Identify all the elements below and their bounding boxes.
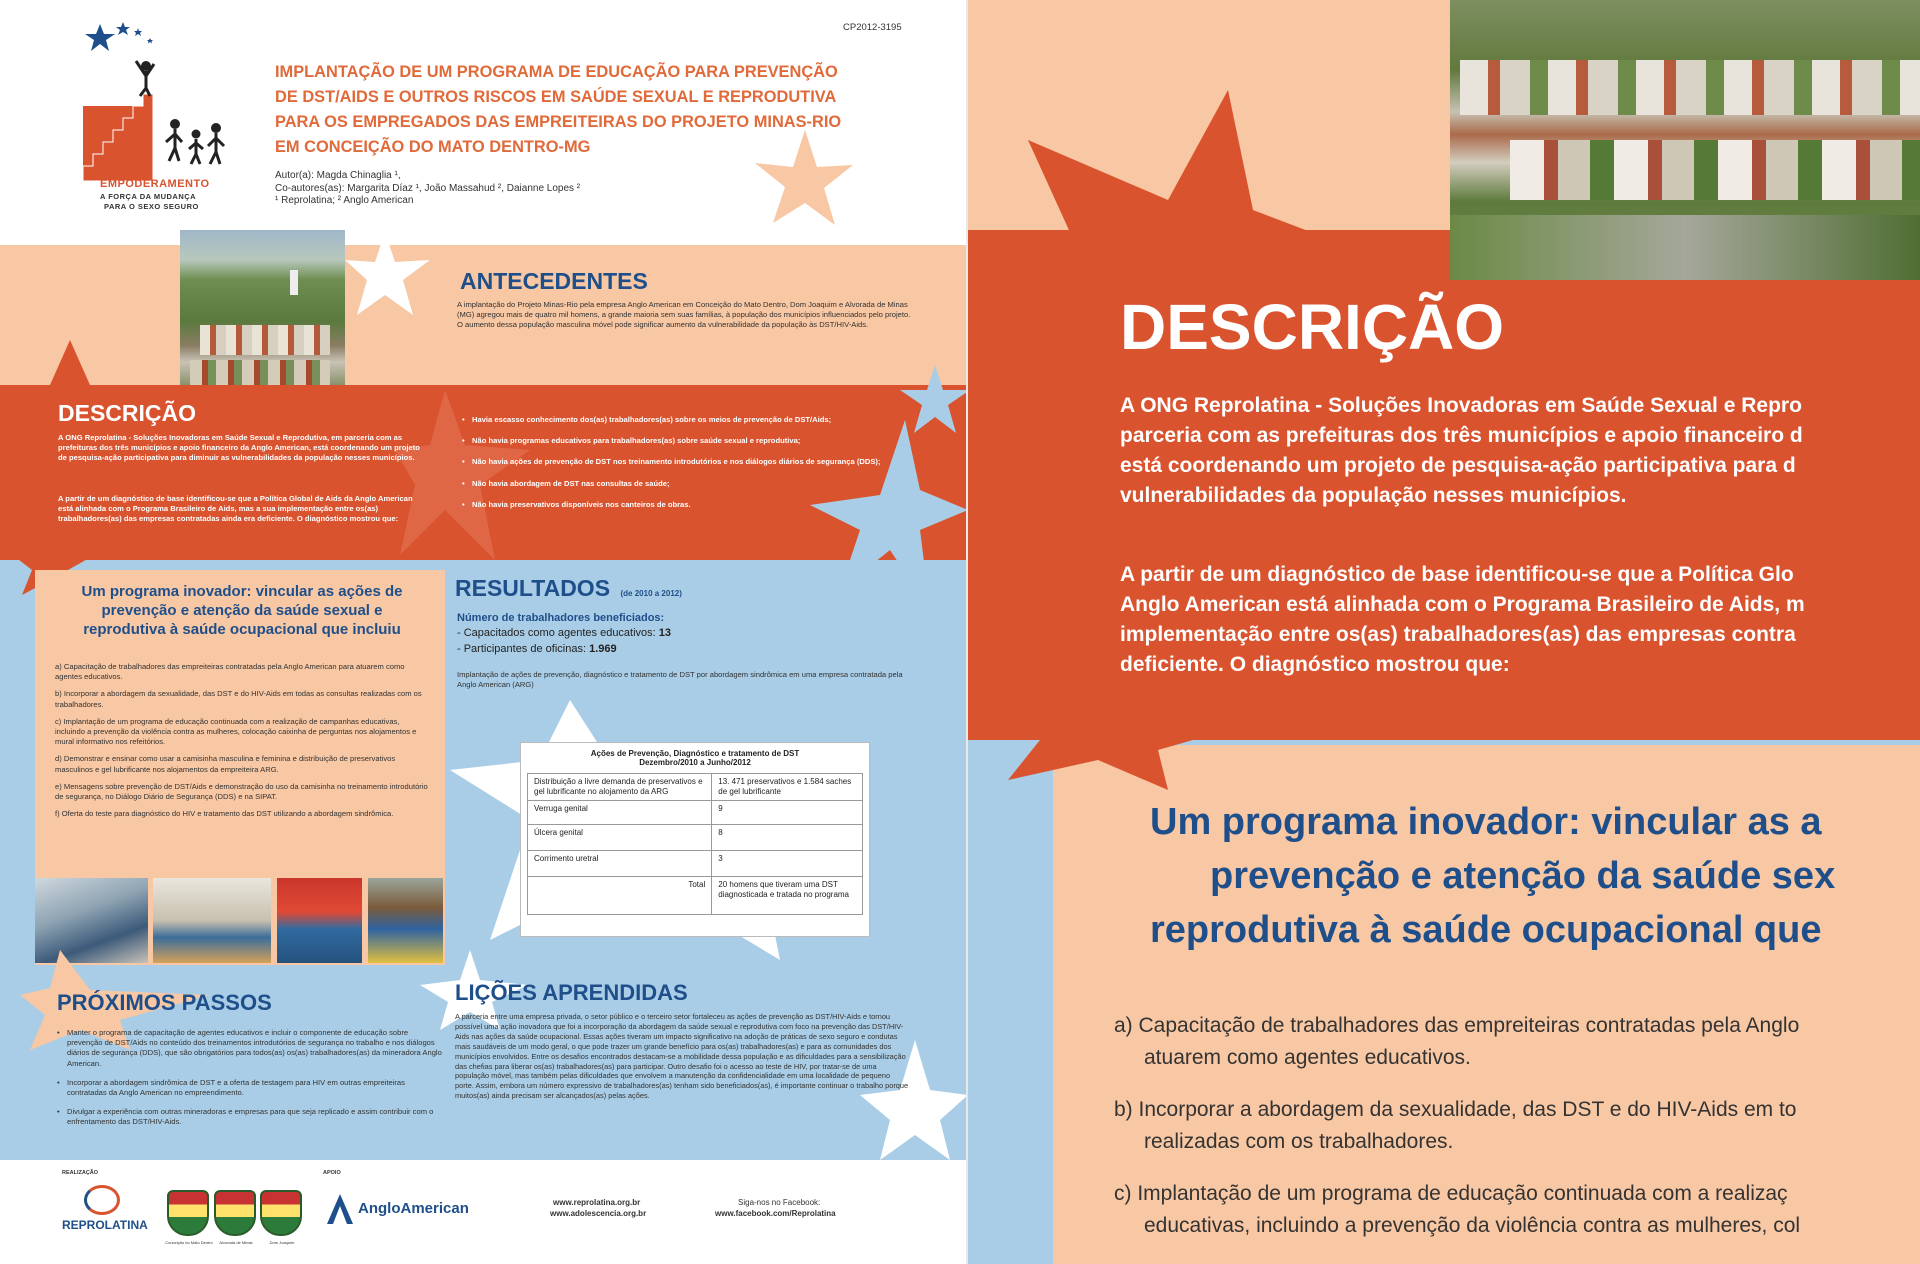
programa-heading — [42, 582, 442, 639]
table-cell: Distribuição a livre demanda de preservativos e gel lubrificante no alojamento da ARG — [528, 774, 712, 801]
municipal-seal-icon — [214, 1190, 256, 1236]
resultados-heading: RESULTADOS — [455, 575, 611, 601]
programa-items — [55, 662, 430, 819]
list-item: • Havia escasso conhecimento dos(as) trabalhadores(as) sobre os meios de prevenção de DST/Aids; — [462, 415, 912, 425]
item-line: realizadas com os trabalhadores. — [1144, 1130, 1454, 1153]
list-item — [1114, 1178, 1800, 1242]
licoes-heading: LIÇÕES APRENDIDAS — [455, 980, 688, 1005]
table-cell: 9 — [712, 801, 863, 825]
table-row — [528, 877, 863, 915]
workshop-photo — [277, 878, 362, 963]
text-line: vulnerabilidades da população nesses municípios. — [1120, 484, 1627, 507]
results-table-card — [520, 742, 870, 937]
seal-caption: Conceição do Mato Dentro — [165, 1240, 213, 1245]
title-line: PARA OS EMPREGADOS DAS EMPREITEIRAS DO PROJETO MINAS-RIO — [275, 113, 842, 131]
list-item: • Manter o programa de capacitação de agentes educativos e incluir o componente de educação sobre prevenção de DST/Aids no conteúdo dos treinamentos introdutórios de segurança no trabalho e nos diálogos diários de segurança (DDS), que são obrigatórios para todos(as) os(as) trabalhadores(as) da mineradora Anglo American. — [57, 1028, 442, 1069]
title-line: IMPLANTAÇÃO DE UM PROGRAMA DE EDUCAÇÃO PARA PREVENÇÃO — [275, 63, 838, 81]
star-decoration-icon — [810, 420, 968, 610]
heading-line: prevenção e atenção da saúde sex — [1210, 855, 1836, 897]
item-value: 13 — [658, 627, 672, 639]
author-line: ¹ Reprolatina; ² Anglo American — [275, 195, 414, 206]
realizacao-label: REALIZAÇÃO — [62, 1170, 99, 1176]
seal-caption: Dom Joaquim — [269, 1240, 295, 1245]
empoderamento-logo — [78, 16, 243, 216]
item-line: a) Capacitação de trabalhadores das empreiteiras contratadas pela Anglo — [1114, 1014, 1800, 1037]
list-item: c) Implantação de um programa de educação continuada com a realização de campanhas educativas, incluindo a prevenção da violência contra as mulheres, colocação caixinha de perguntas nos alojamentos e mural informativo nos refeitórios. — [55, 716, 417, 747]
text-line: parceria com as prefeituras dos três municípios e apoio financeiro d — [1120, 424, 1803, 447]
facebook-label: Siga-nos no Facebook: — [738, 1198, 821, 1207]
apoio-label: APOIO — [323, 1170, 341, 1176]
poster-code: CP2012-3195 — [843, 22, 902, 33]
table-cell: Total — [528, 877, 712, 915]
facebook-link[interactable]: www.facebook.com/Reprolatina — [715, 1209, 836, 1218]
item-value: 1.969 — [589, 643, 617, 655]
municipal-seal-icon — [167, 1190, 209, 1236]
item-label: - Participantes de oficinas: — [457, 643, 587, 655]
title-line: DE DST/AIDS E OUTROS RISCOS EM SAÚDE SEXUAL E REPRODUTIVA — [275, 88, 837, 106]
table-row — [528, 825, 863, 851]
programa-heading-line: Um programa inovador: vincular as ações de — [81, 583, 403, 600]
star-decoration-icon — [745, 125, 855, 235]
star-decoration-icon — [0, 335, 160, 445]
list-item: • Incorporar a abordagem sindrômica de DST e a oferta de testagem para HIV em outras empreiteiras contratadas da Anglo American no empreendimento. — [57, 1078, 442, 1098]
list-item: • Não havia abordagem de DST nas consultas de saúde; — [462, 479, 912, 489]
url-link[interactable]: www.adolescencia.org.br — [550, 1209, 647, 1218]
author-line: Autor(a): Magda Chinaglia ¹, — [275, 170, 401, 181]
table-cell: 3 — [712, 851, 863, 877]
table-row — [528, 774, 863, 801]
proximos-bullets — [57, 1028, 442, 1137]
text-line: A partir de um diagnóstico de base identificou-se que a Política Glo — [1120, 563, 1794, 586]
author-line: Co-autores(as): Margarita Díaz ¹, João Massahud ², Daianne Lopes ² — [275, 182, 581, 194]
logo-sub1: A FORÇA DA MUDANÇA — [100, 192, 197, 201]
proximos-heading: PRÓXIMOS PASSOS — [57, 990, 272, 1015]
list-item: • Não havia preservativos disponíveis nos canteiros de obras. — [462, 500, 912, 510]
stairs-people-icon — [78, 16, 243, 186]
seal-caption: Alvorada de Minas — [219, 1240, 253, 1245]
table-row — [528, 801, 863, 825]
table-cell: 13. 471 preservativos e 1.584 saches de gel lubrificante — [712, 774, 863, 801]
item-line: b) Incorporar a abordagem da sexualidade, das DST e do HIV-Aids em to — [1114, 1098, 1797, 1121]
text-line: está coordenando um projeto de pesquisa-ação participativa para d — [1120, 454, 1796, 477]
table-row — [528, 851, 863, 877]
antecedentes-heading: ANTECEDENTES — [460, 268, 648, 294]
list-item: d) Demonstrar e ensinar como usar a camisinha masculina e feminina e distribuição de preservativos masculinos e gel lubrificante nos alojamentos da empreiteira ARG. — [55, 754, 396, 774]
list-item: • Não havia ações de prevenção de DST nos treinamento introdutórios e nos diálogos diários de segurança (DDS); — [462, 457, 912, 467]
zoom-panel — [968, 0, 1920, 1264]
town-photo — [180, 230, 345, 395]
logo-sub2: PARA O SEXO SEGURO — [104, 202, 199, 211]
list-item: f) Oferta do teste para diagnóstico do HIV e tratamento das DST utilizando a abordagem sindrômica. — [55, 809, 394, 819]
resultados-period: (de 2010 a 2012) — [620, 589, 682, 598]
table-cell: 20 homens que tiveram uma DST diagnosticada e tratada no programa — [712, 877, 863, 915]
resultados-text: Implantação de ações de prevenção, diagnóstico e tratamento de DST por abordagem sindrômica em uma empresa contratada pela Anglo American (ARG) — [457, 670, 903, 690]
item-line: educativas, incluindo a prevenção da violência contra as mulheres, col — [1144, 1214, 1801, 1237]
list-item: • Divulgar a experiência com outras mineradoras e empresas para que seja replicado e assim contribuir com o enfrentamento das DST/HIV-Aids. — [57, 1107, 442, 1127]
zoom-items — [1114, 1010, 1800, 1242]
results-table — [527, 773, 863, 915]
table-cell: Úlcera genital — [528, 825, 712, 851]
descricao-p1: A ONG Reprolatina - Soluções Inovadoras em Saúde Sexual e Reprodutiva, em parceria com as prefeituras dos três municípios e apoio financeiro da Anglo American, está coordenando um projeto de pesquisa-ação participativa para diminuir as vulnerabilidades da população nesses municípios. — [58, 433, 420, 463]
list-item: a) Capacitação de trabalhadores das empreiteiras contratadas pela Anglo American para atuarem como agentes educativos. — [55, 662, 405, 682]
programa-heading-line: prevenção e atenção da saúde sexual e — [101, 602, 383, 619]
logo-brand: EMPODERAMENTO — [100, 178, 210, 190]
reprolatina-name: REPROLATINA — [62, 1218, 148, 1232]
descricao-p2: A partir de um diagnóstico de base identificou-se que a Política Global de Aids da Anglo American está alinhada com o Programa Brasileiro de Aids, mas a sua implementação entre os(as) trabalhadores(as) das empresas contratadas ainda era deficiente. O diagnóstico mostrou que: — [58, 494, 413, 524]
anglo-american-icon — [325, 1192, 355, 1226]
zoom-heading: DESCRIÇÃO — [1120, 291, 1505, 363]
table-cell: Verruga genital — [528, 801, 712, 825]
resultados-item — [457, 627, 671, 639]
list-item: b) Incorporar a abordagem da sexualidade, das DST e do HIV-Aids em todas as consultas realizadas com os trabalhadores. — [55, 689, 422, 709]
reprolatina-logo — [62, 1185, 154, 1240]
zoom-p2 — [1120, 560, 1805, 680]
star-decoration-icon — [345, 230, 435, 320]
list-item: e) Mensagens sobre prevenção de DST/Aids e demonstração do uso da camisinha no treinamento introdutório de segurança, no Diálogo Diário de Segurança (DDS) e na SIPAT. — [55, 781, 428, 802]
list-item — [1114, 1010, 1800, 1074]
text-line: implementação entre os(as) trabalhadores(as) das empresas contra — [1120, 623, 1796, 646]
text-line: A ONG Reprolatina - Soluções Inovadoras em Saúde Sexual e Repro — [1120, 394, 1802, 417]
table-cell: Corrimento uretral — [528, 851, 712, 877]
list-item: • Não havia programas educativos para trabalhadores(as) sobre saúde sexual e reprodutiva; — [462, 436, 912, 446]
heading-line: Um programa inovador: vincular as a — [1150, 801, 1822, 843]
zoom-programa-heading — [1078, 795, 1920, 957]
text-line: deficiente. O diagnóstico mostrou que: — [1120, 653, 1510, 676]
title-line: EM CONCEIÇÃO DO MATO DENTRO-MG — [275, 138, 591, 156]
item-line: atuarem como agentes educativos. — [1144, 1046, 1471, 1069]
licoes-text: A parceria entre uma empresa privada, o setor público e o terceiro setor fortaleceu as ações de prevenção as DST/HIV-Aids e tornou possível uma ação inovadora que foi a incorporação da abordagem da saúde sexual e reprodutiva com foco na prevenção das DST/HIV-Aids nas ações da saúde ocupacional. Essas ações tiveram um impacto significativo na adoção de práticas de sexo seguro e condutas mais saudáveis de um modo geral, o que pode trazer um grande benefício para os(as) trabalhadores(as) e para as comunidades dos municípios envolvidos. Entre os desafios encontrados destacam-se a mobilidade dessa população e as dificuldades para a sensibilização das chefias para liberar os(as) trabalhadores(as) para participar. Outro desafio foi o acesso ao teste de HIV, por tratar-se de uma população móvel, mas também pelas dificuldades que envolvem a manutenção da confidencialidade em uma localidade de pequeno porte. Assim, embora um número expressivo de trabalhadores(as) tenham sido beneficiados(as), é importante continuar o trabalho porque muitos(as) ainda precisam ser alcançados(as) pelas ações. — [455, 1012, 909, 1101]
municipal-seal-icon — [260, 1190, 302, 1236]
resultados-heading-row — [455, 575, 682, 602]
heading-line: reprodutiva à saúde ocupacional que — [1150, 909, 1822, 951]
list-item — [1114, 1094, 1800, 1158]
resultados-subheading: Número de trabalhadores beneficiados: — [457, 612, 665, 624]
descricao-heading: DESCRIÇÃO — [58, 400, 197, 426]
table-title: Ações de Prevenção, Diagnóstico e tratamento de DST — [590, 749, 800, 758]
table-cell: 8 — [712, 825, 863, 851]
authors — [275, 170, 580, 208]
anglo-name: AngloAmerican — [358, 1200, 469, 1217]
url-link[interactable]: www.reprolatina.org.br — [553, 1198, 641, 1207]
item-label: - Capacitados como agentes educativos: — [457, 627, 656, 639]
zoom-p1 — [1120, 391, 1803, 511]
item-line: c) Implantação de um programa de educação continuada com a realizaç — [1114, 1182, 1788, 1205]
text-line: Anglo American está alinhada com o Programa Brasileiro de Aids, m — [1120, 593, 1805, 616]
antecedentes-text: A implantação do Projeto Minas-Rio pela empresa Anglo American em Conceição do Mato Dentro, Dom Joaquim e Alvorada de Minas (MG) agregou mais de quatro mil homens, a grande maioria sem suas famílias, à população dos municípios influenciados pelo projeto. O aumento dessa população masculina móvel pode significar aumento da vulnerabilidade da população às DST/HIV-Aids. — [457, 300, 911, 330]
table-subtitle: Dezembro/2010 a Junho/2012 — [639, 758, 751, 767]
town-photo-zoom — [1450, 0, 1920, 280]
programa-heading-line: reprodutiva à saúde ocupacional que incluiu — [83, 621, 401, 638]
resultados-item — [457, 643, 617, 655]
